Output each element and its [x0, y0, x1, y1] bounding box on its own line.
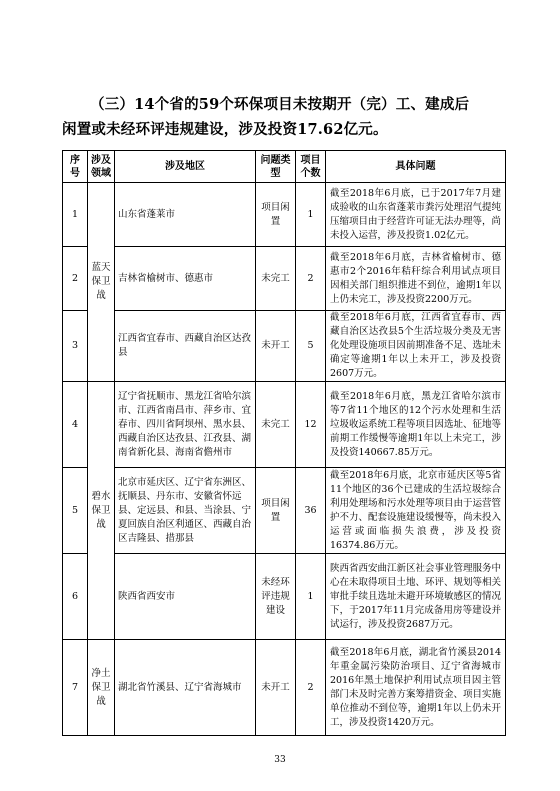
header-type: 问题类型 — [256, 151, 296, 183]
row-index: 7 — [63, 640, 88, 736]
row-index: 1 — [63, 183, 88, 247]
table-row — [63, 640, 506, 736]
count-cell: 5 — [296, 311, 326, 382]
table-row — [63, 311, 506, 382]
area-cell: 山东省蓬莱市 — [115, 183, 256, 247]
area-cell: 吉林省榆树市、德惠市 — [115, 247, 256, 311]
type-cell: 未经环评违规建设 — [256, 554, 296, 640]
count-cell: 2 — [296, 247, 326, 311]
table-row — [63, 247, 506, 311]
count-cell: 36 — [296, 468, 326, 554]
header-count: 项目个数 — [296, 151, 326, 183]
table-row — [63, 468, 506, 554]
count-cell: 12 — [296, 382, 326, 468]
type-cell: 未开工 — [256, 311, 296, 382]
area-cell: 江西省宜春市、西藏自治区达孜县 — [115, 311, 256, 382]
detail-cell: 陕西省西安曲江新区社会事业管理服务中心在未取得项目土地、环评、规划等相关审批手续且选址未避开环境敏感区的情况下，于2017年11月完成备用房等建设并试运行，涉及投资2687万元。 — [326, 554, 506, 640]
row-index: 5 — [63, 468, 88, 554]
detail-cell: 截至2018年6月底，黑龙江省哈尔滨市等7省11个地区的12个污水处理和生活垃圾收运系统工程等项目因选址、征地等前期工作缓慢等逾期1年以上未完工，涉及投资140667.85万元。 — [326, 382, 506, 468]
section-heading — [62, 92, 504, 142]
area-cell: 北京市延庆区、辽宁省东洲区、抚顺县、丹东市、安徽省怀远县、定远县、和县、当涂县、宁夏回族自治区利通区、西藏自治区吉隆县、措那县 — [115, 468, 256, 554]
table-row — [63, 554, 506, 640]
detail-cell: 截至2018年6月底，吉林省榆树市、德惠市2个2016年秸秆综合利用试点项目因相关部门组织推进不到位，逾期1年以上仍未完工，涉及投资2200万元。 — [326, 247, 506, 311]
header-row — [63, 151, 506, 183]
field-cell: 碧水保卫战 — [88, 382, 115, 640]
detail-cell: 截至2018年6月底，北京市延庆区等5省11个地区的36个已建成的生活垃圾综合利用处理场和污水处理等项目由于运营管护不力、配套设施建设缓慢等，尚未投入运营或面临损失浪费，涉及投资16374.86万元。 — [326, 468, 506, 554]
row-index: 2 — [63, 247, 88, 311]
detail-cell: 截至2018年6月底，湖北省竹溪县2014年重金属污染防治项目、辽宁省海城市2016年黑土地保护利用试点项目因主管部门未及时完善方案筹措资金、项目实施单位推动不到位等，逾期1年以上仍未开工，涉及投资1420万元。 — [326, 640, 506, 736]
area-cell: 湖北省竹溪县、辽宁省海城市 — [115, 640, 256, 736]
row-index: 4 — [63, 382, 88, 468]
header-index: 序号 — [63, 151, 88, 183]
type-cell: 未完工 — [256, 247, 296, 311]
count-cell: 1 — [296, 554, 326, 640]
count-cell: 1 — [296, 183, 326, 247]
type-cell: 未开工 — [256, 640, 296, 736]
area-cell: 陕西省西安市 — [115, 554, 256, 640]
row-index: 3 — [63, 311, 88, 382]
heading-line-2: 闲置或未经环评违规建设，涉及投资17.62亿元。 — [62, 121, 388, 138]
count-cell: 2 — [296, 640, 326, 736]
header-field: 涉及领域 — [88, 151, 115, 183]
field-cell: 蓝天保卫战 — [88, 183, 115, 382]
type-cell: 项目闲置 — [256, 468, 296, 554]
area-cell: 辽宁省抚顺市、黑龙江省哈尔滨市、江西省南昌市、萍乡市、宜春市、四川省阿坝州、黑水县、西藏自治区达孜县、江孜县、湖南省新化县、海南省儋州市 — [115, 382, 256, 468]
header-area: 涉及地区 — [115, 151, 256, 183]
field-cell: 净土保卫战 — [88, 640, 115, 736]
header-detail: 具体问题 — [326, 151, 506, 183]
type-cell: 项目闲置 — [256, 183, 296, 247]
heading-line-1: （三）14个省的59个环保项目未按期开（完）工、建成后 — [90, 96, 470, 113]
type-cell: 未完工 — [256, 382, 296, 468]
page-number: 33 — [274, 755, 286, 765]
table-row — [63, 183, 506, 247]
table-row — [63, 382, 506, 468]
problem-table — [62, 150, 506, 736]
detail-cell: 截至2018年6月底，已于2017年7月建成验收的山东省蓬莱市粪污处理沼气提纯压缩项目由于经营许可证无法办理等，尚未投入运营，涉及投资1.02亿元。 — [326, 183, 506, 247]
row-index: 6 — [63, 554, 88, 640]
detail-cell: 截至2018年6月底，江西省宜春市、西藏自治区达孜县5个生活垃圾分类及无害化处理设施项目因前期准备不足、选址未确定等逾期1年以上未开工，涉及投资2607万元。 — [326, 311, 506, 382]
